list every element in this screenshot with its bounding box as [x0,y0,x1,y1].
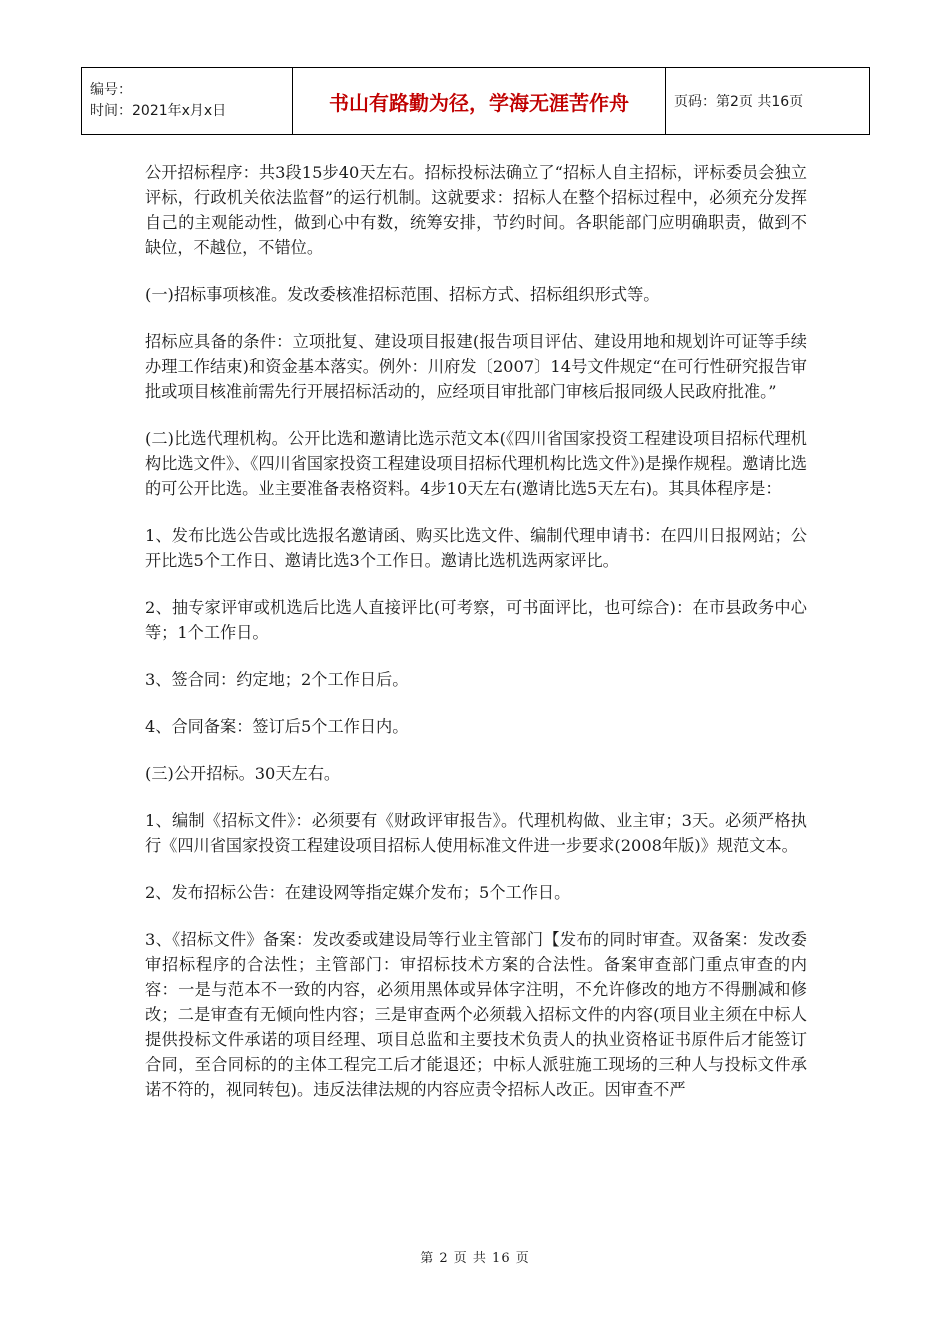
page-header [81,67,870,135]
header-meta [82,68,293,135]
paragraph: 1、发布比选公告或比选报名邀请函、购买比选文件、编制代理申请书：在四川日报网站；公开比选5个工作日、邀请比选3个工作日。邀请比选机选两家评比。 [145,526,807,570]
paragraph: 1、编制《招标文件》：必须要有《财政评审报告》。代理机构做、业主审；3天。必须严格执行《四川省国家投资工程建设项目招标人使用标准文件进一步要求(2008年版)》规范文本。 [145,811,807,855]
paragraph: (三)公开招标。30天左右。 [145,764,341,783]
paragraph: (二)比选代理机构。公开比选和邀请比选示范文本(《四川省国家投资工程建设项目招标代理机构比选文件》、《四川省国家投资工程建设项目招标代理机构比选文件》)是操作规程。邀请比选的可公开比选。业主要准备表格资料。4步10天左右(邀请比选5天左右)。其具体程序是： [145,429,807,498]
paragraph: 公开招标程序：共3段15步40天左右。招标投标法确立了“招标人自主招标，评标委员会独立评标，行政机关依法监督”的运行机制。这就要求：招标人在整个招标过程中，必须充分发挥自己的主观能动性，做到心中有数，统筹安排，节约时间。各职能部门应明确职责，做到不缺位，不越位，不错位。 [145,163,807,257]
paragraph: (一)招标事项核准。发改委核准招标范围、招标方式、招标组织形式等。 [145,285,660,304]
paragraph: 3、签合同：约定地；2个工作日后。 [145,670,409,689]
number-label: 编号： [90,82,132,98]
page-footer: 第 2 页 共 16 页 [420,1251,530,1266]
paragraph: 3、《招标文件》备案：发改委或建设局等行业主管部门【发布的同时审查。双备案：发改委审招标程序的合法性；主管部门：审招标技术方案的合法性。备案审查部门重点审查的内容：一是与范本不一致的内容，必须用黑体或异体字注明，不允许修改的地方不得删减和修改；二是审查有无倾向性内容；三是审查两个必须载入招标文件的内容(项目业主须在中标人提供投标文件承诺的项目经理、项目总监和主要技术负责人的执业资格证书原件后才能签订合同，至合同标的的主体工程完工后才能退还；中标人派驻施工现场的三种人与投标文件承诺不符的，视同转包)。违反法律法规的内容应责令招标人改正。因审查不严 [145,930,807,1099]
header-page-info: 页码：第2页 共16页 [666,68,870,135]
document-body [145,160,807,1124]
paragraph: 2、发布招标公告：在建设网等指定媒介发布；5个工作日。 [145,883,571,902]
paragraph: 招标应具备的条件：立项批复、建设项目报建(报告项目评估、建设用地和规划许可证等手续办理工作结束)和资金基本落实。例外：川府发〔2007〕14号文件规定“在可行性研究报告审批或项目核准前需先行开展招标活动的，应经项目审批部门审核后报同级人民政府批准。” [145,332,807,401]
header-motto: 书山有路勤为径，学海无涯苦作舟 [293,68,666,135]
paragraph: 4、合同备案：签订后5个工作日内。 [145,717,409,736]
date-label: 时间：2021年x月x日 [90,103,227,119]
paragraph: 2、抽专家评审或机选后比选人直接评比(可考察，可书面评比，也可综合)：在市县政务中心等；1个工作日。 [145,598,807,642]
